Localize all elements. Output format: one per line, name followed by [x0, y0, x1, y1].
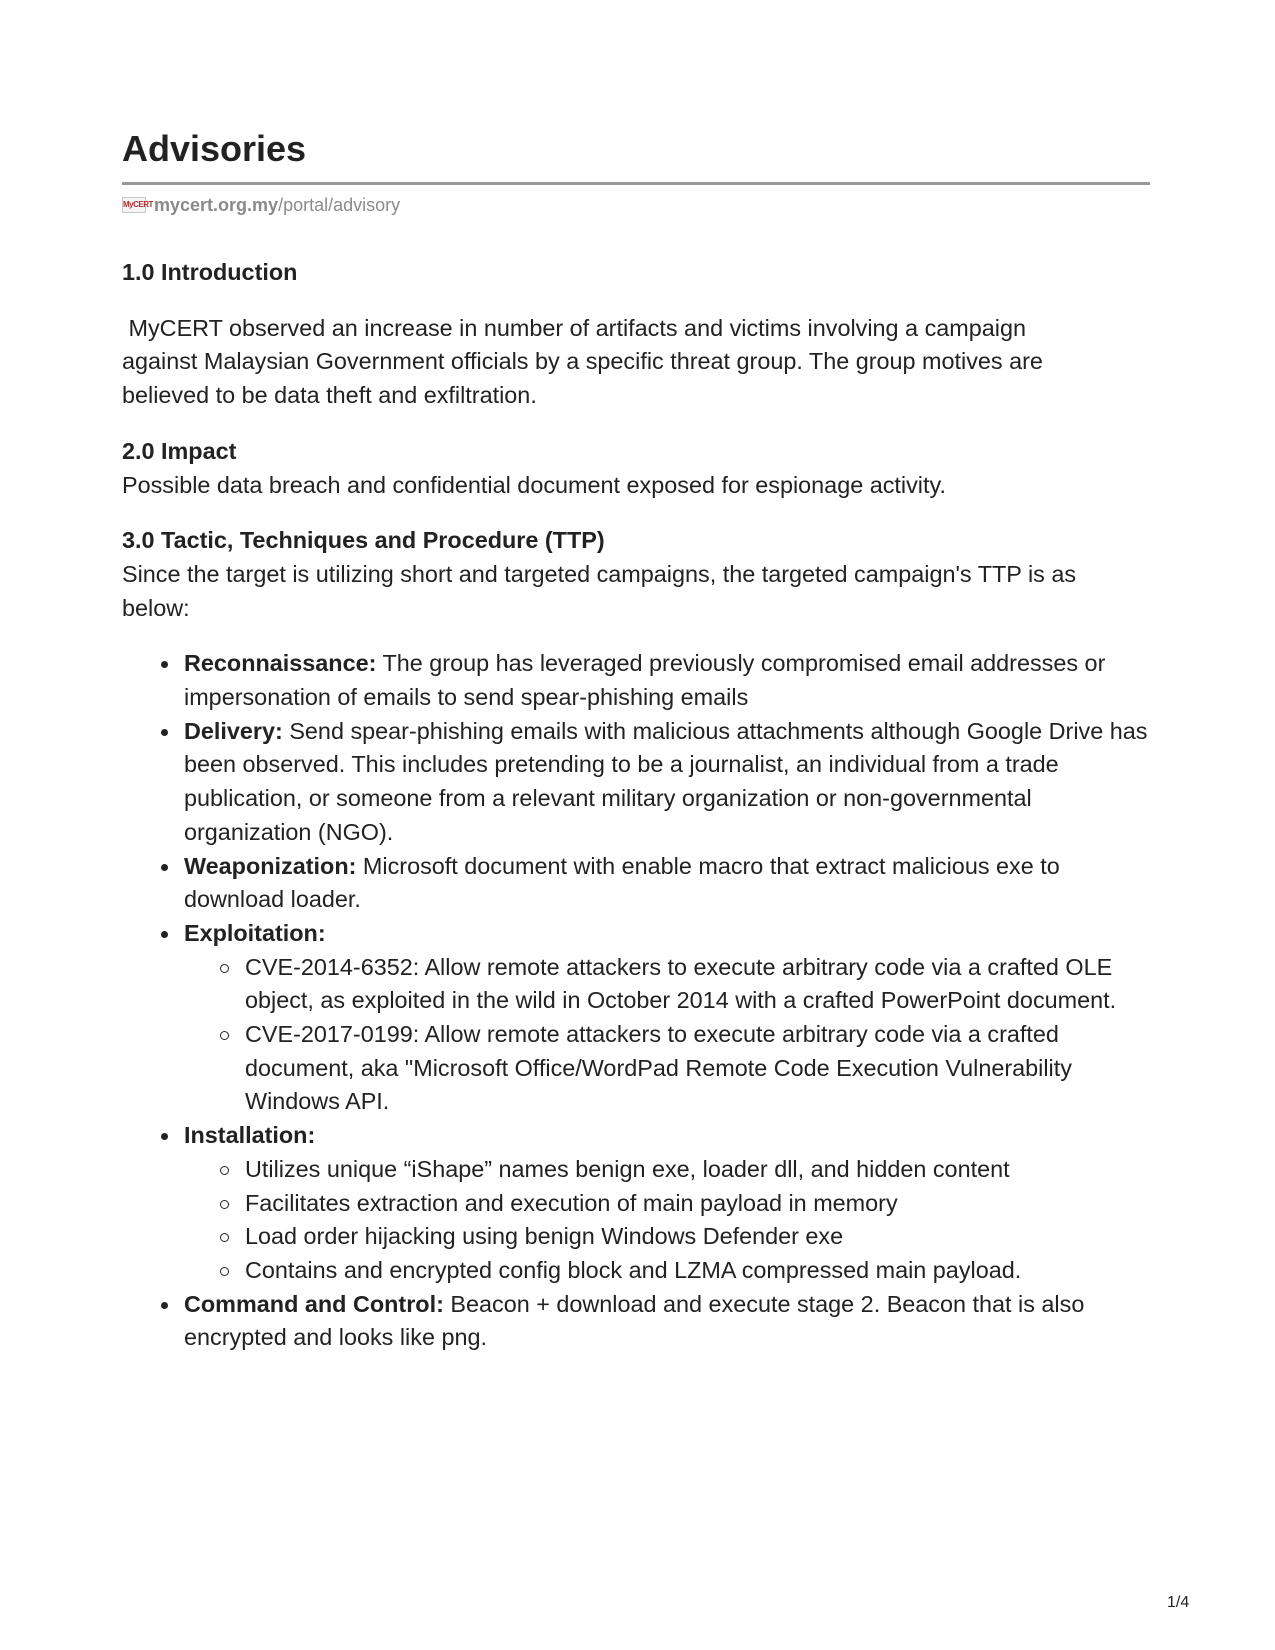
sublist-item: Contains and encrypted config block and LZMA compressed main payload. — [245, 1254, 1150, 1288]
section-heading-ttp: 3.0 Tactic, Techniques and Procedure (TTP) — [122, 527, 605, 554]
list-item-weaponization — [184, 850, 1150, 917]
sublist-item: CVE-2017-0199: Allow remote attackers to execute arbitrary code via a crafted document, aka "Microsoft Office/WordPad Remote Code Execution Vulnerability Windows API. — [245, 1018, 1150, 1119]
source-domain-link[interactable]: mycert.org.my — [154, 194, 279, 215]
page-title: Advisories — [122, 128, 307, 169]
exploitation-sublist — [184, 951, 1150, 1120]
list-item-term: Command and Control: — [184, 1290, 444, 1317]
list-item-term: Reconnaissance: — [184, 650, 377, 677]
list-item-term: Installation: — [184, 1122, 316, 1149]
title-divider — [122, 182, 1150, 185]
article-body — [122, 256, 1150, 1355]
source-path: /portal/advisory — [278, 194, 401, 215]
list-item-command-and-control — [184, 1288, 1150, 1355]
introduction-text: MyCERT observed an increase in number of artifacts and victims involving a campaign against Malaysian Government officials by a specific threat group. The group motives are believed to be data theft and exfiltration. — [122, 314, 1050, 409]
list-item-installation — [184, 1119, 1150, 1288]
sublist-item: Load order hijacking using benign Windows Defender exe — [245, 1220, 1150, 1254]
source-line — [122, 194, 400, 216]
list-item-exploitation — [184, 917, 1150, 1119]
page-number: 1/4 — [1167, 1594, 1190, 1611]
list-item-text: Send spear-phishing emails with malicious attachments although Google Drive has been observed. This includes pretending to be a journalist, an individual from a trade publication, or someone from a relevant military organization or non-governmental organization (NGO). — [184, 717, 1148, 845]
list-item-term: Weaponization: — [184, 852, 357, 879]
sublist-item: Utilizes unique “iShape” names benign exe, loader dll, and hidden content — [245, 1153, 1150, 1187]
list-item-delivery — [184, 715, 1150, 850]
sublist-item: CVE-2014-6352: Allow remote attackers to execute arbitrary code via a crafted OLE object, as exploited in the wild in October 2014 with a crafted PowerPoint document. — [245, 951, 1150, 1018]
installation-sublist — [184, 1153, 1150, 1288]
ttp-intro-text: Since the target is utilizing short and targeted campaigns, the targeted campaign's TTP is as below: — [122, 560, 1077, 621]
impact-text: Possible data breach and confidential document exposed for espionage activity. — [122, 471, 946, 498]
list-item-text: The group has leveraged previously compromised email addresses or impersonation of emails to send spear-phishing emails — [184, 650, 1106, 711]
site-favicon-icon: MyCERT — [122, 197, 146, 213]
list-item-reconnaissance — [184, 647, 1150, 714]
section-heading-impact: 2.0 Impact — [122, 437, 237, 464]
list-item-text: Beacon + download and execute stage 2. Beacon that is also encrypted and looks like png. — [184, 1290, 1085, 1351]
section-heading-introduction: 1.0 Introduction — [122, 259, 298, 285]
list-item-text: Microsoft document with enable macro that extract malicious exe to download loader. — [184, 852, 1060, 913]
list-item-term: Delivery: — [184, 717, 283, 744]
ttp-list — [122, 647, 1150, 1355]
list-item-term: Exploitation: — [184, 919, 326, 946]
sublist-item: Facilitates extraction and execution of main payload in memory — [245, 1187, 1150, 1221]
